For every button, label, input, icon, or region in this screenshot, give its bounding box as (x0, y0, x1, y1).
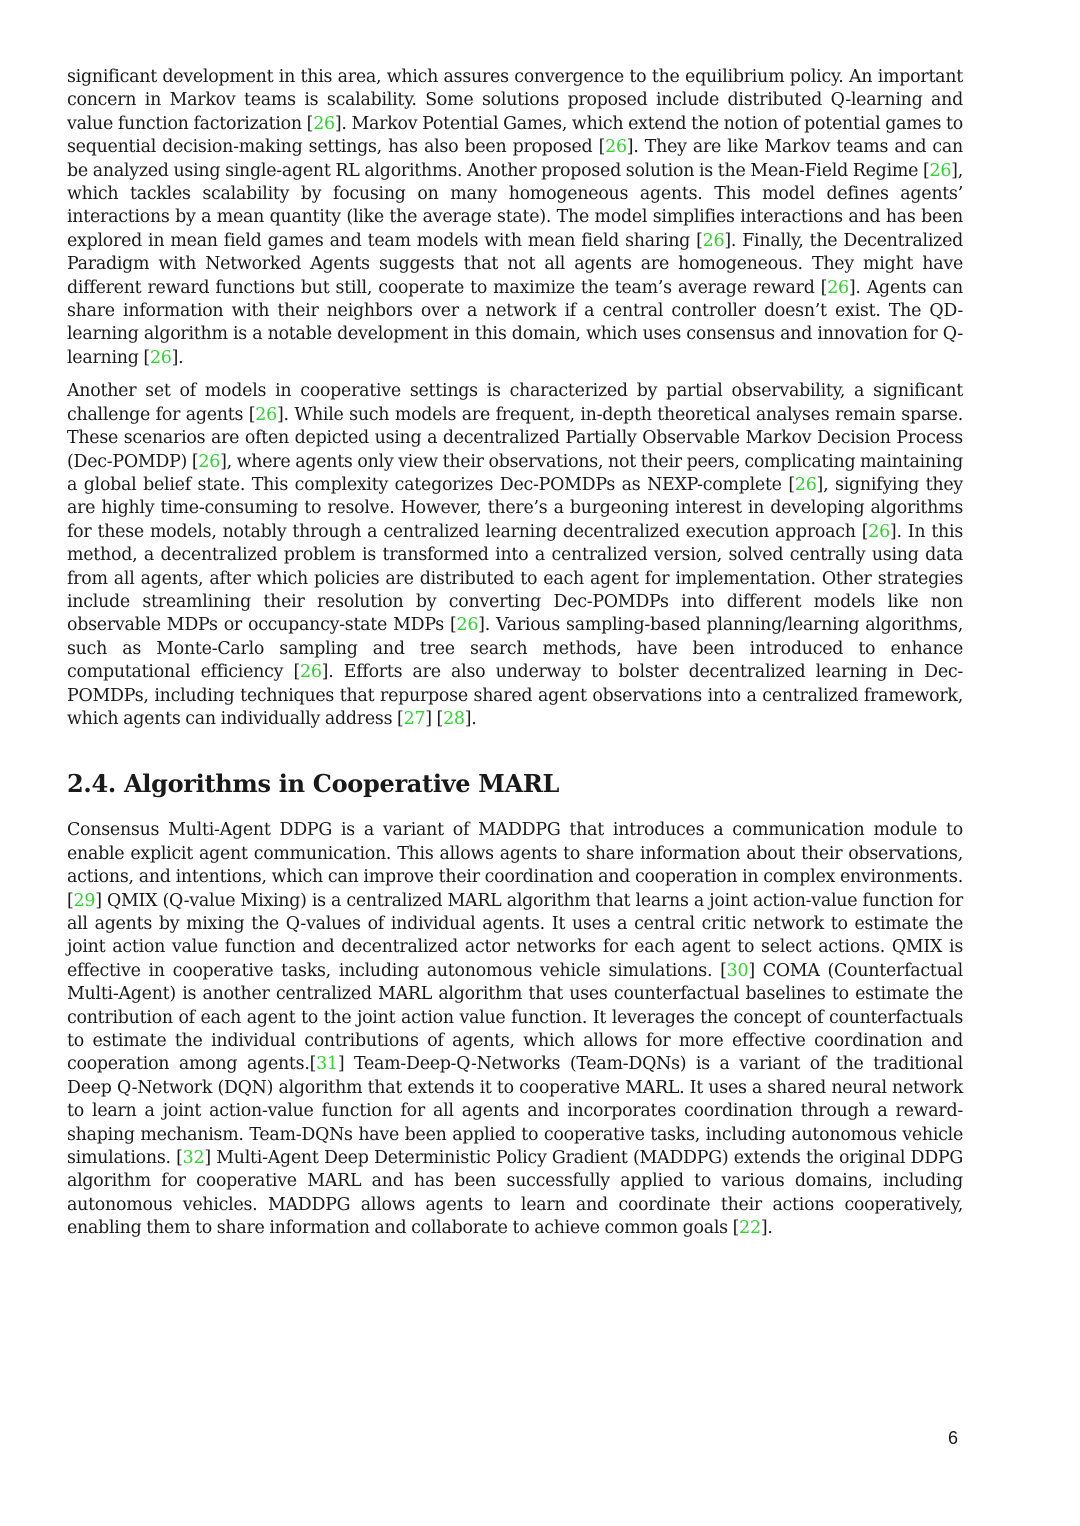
paragraph: Consensus Multi-Agent DDPG is a variant of MADDPG that introduces a communication module to enable explicit agent communication. This allows agents to share information about their observations, actions, and intentions, which can improve their coordination and cooperation in complex environments. [29] QMIX (Q-value Mixing) is a centralized MARL algorithm that learns a joint action-value function for all agents by mixing the Q-values of individual agents. It uses a central critic network to estimate the joint action value function and decentralized actor networks for each agent to select actions. QMIX is effective in cooperative tasks, including autonomous vehicle simulations. [30] COMA (Counterfactual Multi-Agent) is another centralized MARL algorithm that uses counterfactual baselines to estimate the contribution of each agent to the joint action value function. It leverages the concept of counterfactuals to estimate the individual contributions of agents, which allows for more effective coordination and cooperation among agents.[31] Team-Deep-Q-Networks (Team-DQNs) is a variant of the traditional Deep Q-Network (DQN) algorithm that extends it to cooperative MARL. It uses a shared neural network to learn a joint action-value function for all agents and incorporates coordination through a reward-shaping mechanism. Team-DQNs have been applied to cooperative tasks, including autonomous vehicle simulations. [32] Multi-Agent Deep Deterministic Policy Gradient (MADDPG) extends the original DDPG algorithm for cooperative MARL and has been successfully applied to various domains, including autonomous vehicles. MADDPG allows agents to learn and coordinate their actions cooperatively, enabling them to share information and collaborate to achieve common goals [22]. (67, 820, 963, 1239)
paragraph: Another set of models in cooperative settings is characterized by partial observability, a significant challenge for agents [26]. While such models are frequent, in-depth theoretical analyses remain sparse. These scenarios are often depicted using a decentralized Partially Observable Markov Decision Process (Dec-POMDP) [26], where agents only view their observations, not their peers, complicating maintaining a global belief state. This complexity categorizes Dec-POMDPs as NEXP-complete [26], signifying they are highly time-consuming to resolve. However, there’s a burgeoning interest in developing algorithms for these models, notably through a centralized learning decentralized execution approach [26]. In this method, a decentralized problem is transformed into a centralized version, solved centrally using data from all agents, after which policies are distributed to each agent for implementation. Other strategies include streamlining their resolution by converting Dec-POMDPs into different models like non observable MDPs or occupancy-state MDPs [26]. Various sampling-based planning/learning algorithms, such as Monte-Carlo sampling and tree search methods, have been introduced to enhance computational efficiency [26]. Efforts are also underway to bolster decentralized learning in Dec-POMDPs, including techniques that repurpose shared agent observations into a centralized framework, which agents can individually address [27] [28]. (67, 381, 964, 729)
paragraph-text: , where agents only view their observations, not their peers, complicating maintaining a global belief state. This complexity categorizes Dec-POMDPs as NEXP-complete (67, 451, 964, 495)
citation-link[interactable]: 31 (316, 1054, 338, 1075)
paragraph-text (432, 709, 437, 729)
intro-paragraphs (67, 66, 963, 731)
paragraph-text: . Finally, the Decentralized Paradigm with Networked Agents suggests that not all agents are homogeneous. They might have different reward functions but still, cooperate to maximize the team’s average reward (67, 230, 963, 298)
paragraph-text: . Efforts are also underway to bolster decentralized learning in Dec-POMDPs, including techniques that repurpose shared agent observations into a centralized framework, which agents can individually address (67, 662, 963, 729)
paragraph-text: . Markov Potential Games, which extend the notion of potential games to sequential decision-making settings, has also been proposed (67, 113, 963, 158)
citation-link[interactable]: 26 (929, 160, 952, 181)
citation-link[interactable]: 26 (605, 137, 627, 158)
paragraph-text: . In this method, a decentralized problem is transformed into a centralized version, solved centrally using data from all agents, after which policies are distributed to each agent for implementation. Other strategies include streamlining their resolution by converting Dec-POMDPs into different models like non observable MDPs or occupancy-state MDPs (67, 521, 963, 636)
citation-link[interactable]: 27 (403, 708, 426, 729)
section-paragraphs (67, 819, 963, 1240)
citation-link[interactable]: 22 (739, 1218, 761, 1239)
citation-link[interactable]: 26 (313, 113, 335, 134)
paragraph: significant development in this area, which assures convergence to the equilibrium policy. An important concern in Markov teams is scalability. Some solutions proposed include distributed Q-learning and value function factorization [26]. Markov Potential Games, which extend the notion of potential games to sequential decision-making settings, has also been proposed [26]. They are like Markov teams and can be analyzed using single-agent RL algorithms. Another proposed solution is the Mean-Field Regime [26], which tackles scalability by focusing on many homogeneous agents. This model defines agents’ interactions by a mean quantity (like the average state). The model simplifies interactions and has been explored in mean field games and team models with mean field sharing [26]. Finally, the Decentralized Paradigm with Networked Agents suggests that not all agents are homogeneous. They might have different reward functions but still, cooperate to maximize the team’s average reward [26]. Agents can share information with their neighbors over a network if a central controller doesn’t exist. The QD-learning algorithm is a notable development in this domain, which uses consensus and innovation for Q-learning [26]. (67, 67, 963, 368)
citation-link[interactable]: 26 (300, 662, 322, 683)
citation-link[interactable]: 26 (198, 451, 221, 472)
paragraph-text: Consensus Multi-Agent DDPG is a variant of MADDPG that introduces a communication module to enable explicit agent communication. This allows agents to share information about their observations, actions, and intentions, which can improve their coordination and cooperation in complex environments. (67, 820, 963, 888)
citation-link[interactable]: 26 (868, 521, 890, 542)
paragraph-text: , which tackles scalability by focusing on many homogeneous agents. This model defines agents’ interactions by a mean quantity (like the average state). The model simplifies interactions and has been explored in mean field games and team models with mean field sharing (67, 160, 963, 251)
paragraph-text: . (767, 1218, 773, 1239)
page-number: 6 (948, 1428, 959, 1448)
paragraph-text: COMA (Counterfactual Multi-Agent) is another centralized MARL algorithm that uses counterfactual baselines to estimate the contribution of each agent to the joint action value function. It leverages the concept of counterfactuals to estimate the individual contributions of agents, which allows for more effective coordination and cooperation among agents. (67, 960, 963, 1075)
section-heading: 2.4. Algorithms in Cooperative MARL (67, 769, 560, 799)
paragraph-text: Another set of models in cooperative settings is characterized by partial observability, a significant challenge for agents (67, 381, 963, 425)
page-body (67, 66, 963, 1251)
citation-link[interactable]: 26 (255, 404, 277, 425)
citation-link[interactable]: 26 (456, 615, 479, 636)
paragraph-text: significant development in this area, which assures convergence to the equilibrium policy. An important concern in Markov teams is scalability. Some solutions proposed include distributed Q-learning and value function factorization (67, 67, 963, 134)
paragraph-text: . While such models are frequent, in-depth theoretical analyses remain sparse. These scenarios are often depicted using a decentralized Partially Observable Markov Decision Process (Dec-POMDP) (67, 404, 963, 472)
citation-link[interactable]: 30 (726, 960, 749, 981)
paragraph-text: . They are like Markov teams and can be analyzed using single-agent RL algorithms. Another proposed solution is the Mean-Field Regime (67, 137, 963, 181)
paragraph-text: . (178, 347, 184, 368)
paragraph-text: Team-Deep-Q-Networks (Team-DQNs) is a variant of the traditional Deep Q-Network (DQN) algorithm that extends it to cooperative MARL. It uses a shared neural network to learn a joint action-value function for all agents and incorporates coordination through a reward-shaping mechanism. Team-DQNs have been applied to cooperative tasks, including autonomous vehicle simulations. (67, 1054, 963, 1169)
citation-link[interactable]: 28 (443, 708, 465, 729)
paragraph-text: Multi-Agent Deep Deterministic Policy Gradient (MADDPG) extends the original DDPG algorithm for cooperative MARL and has been successfully applied to various domains, including autonomous vehicles. MADDPG allows agents to learn and coordinate their actions cooperatively, enabling them to share information and collaborate to achieve common goals (67, 1148, 963, 1239)
paragraph-text: . (471, 708, 477, 729)
citation-link[interactable]: 26 (827, 277, 849, 298)
citation-link[interactable]: 26 (702, 230, 725, 251)
citation-link[interactable]: 32 (182, 1148, 205, 1169)
paragraph-text: . Various sampling-based planning/learning algorithms, such as Monte-Carlo sampling and tree search methods, have been introduced to enhance computational efficiency (67, 615, 963, 683)
paragraph-text: , signifying they are highly time-consuming to resolve. However, there’s a burgeoning interest in developing algorithms for these models, notably through a centralized learning decentralized execution approach (67, 474, 963, 542)
citation-link[interactable]: 29 (73, 890, 96, 911)
paragraph-text: QMIX (Q-value Mixing) is a centralized MARL algorithm that learns a joint action-value function for all agents by mixing the Q-values of individual agents. It uses a central critic network to estimate the joint action value function and decentralized actor networks for each agent to select actions. QMIX is effective in cooperative tasks, including autonomous vehicle simulations. (67, 890, 963, 981)
citation-link[interactable]: 26 (794, 474, 817, 495)
paragraph-text: . Agents can share information with their neighbors over a network if a central controller doesn’t exist. The QD-learning algorithm is a notable development in this domain, which uses consensus and innovation for Q-learning (67, 277, 963, 368)
citation-link[interactable]: 26 (149, 347, 172, 368)
